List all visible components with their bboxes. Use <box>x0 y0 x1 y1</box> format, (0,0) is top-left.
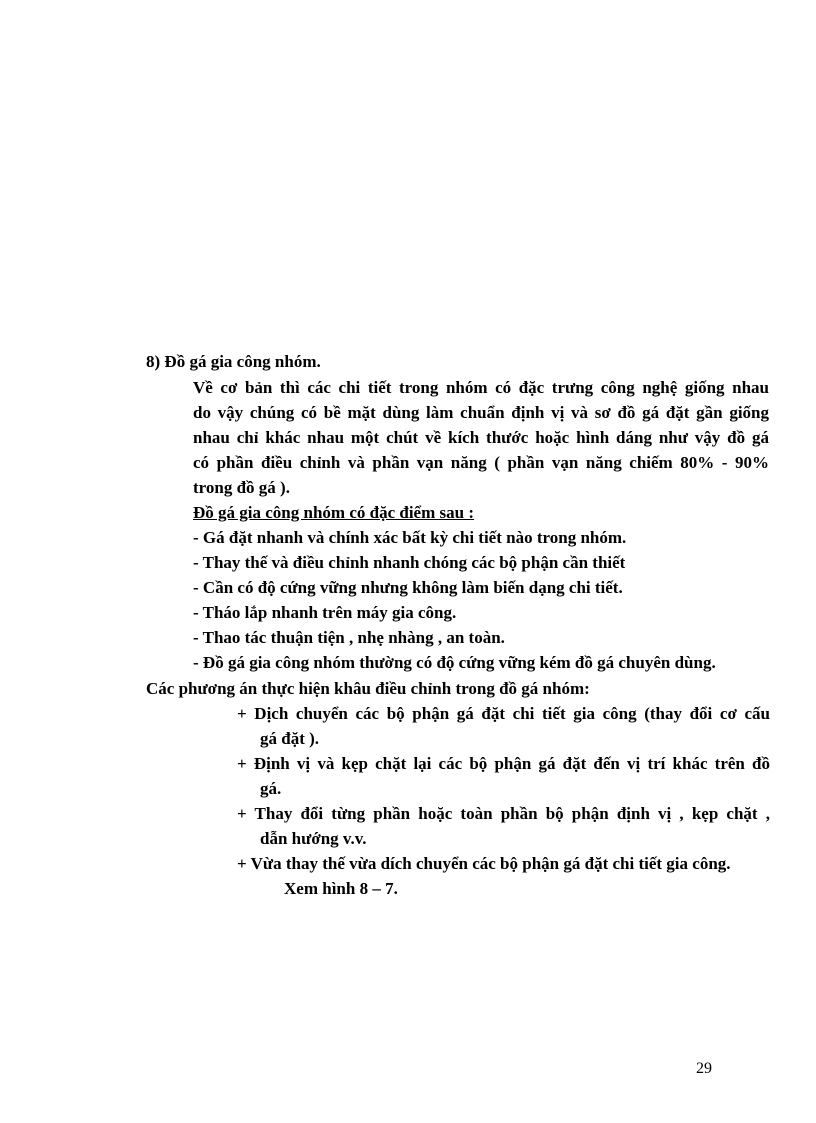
intro-line: trong đồ gá ). <box>193 478 290 497</box>
method-item: + Định vị và kẹp chặt lại các bộ phận gá đặt đến vị trí khác trên đồ <box>237 754 770 773</box>
intro-line: Về cơ bản thì các chi tiết trong nhóm có đặc trưng công nghệ giống nhau <box>193 378 769 397</box>
feature-item: - Cần có độ cứng vững nhưng không làm biến dạng chi tiết. <box>193 578 623 597</box>
intro-line: nhau chỉ khác nhau một chút về kích thước hoặc hình dáng như vậy đồ gá <box>193 428 769 447</box>
page-number: 29 <box>696 1060 712 1077</box>
methods-title: Các phương án thực hiện khâu điều chỉnh trong đồ gá nhóm: <box>146 679 590 698</box>
intro-line: do vậy chúng có bề mặt dùng làm chuẩn định vị và sơ đồ gá đặt gần giống <box>193 403 769 422</box>
method-item-continuation: gá. <box>260 779 282 798</box>
method-item: + Vừa thay thế vừa dích chuyển các bộ phận gá đặt chi tiết gia công. <box>237 854 731 873</box>
feature-item: - Gá đặt nhanh và chính xác bất kỳ chi tiết nào trong nhóm. <box>193 528 627 547</box>
method-item: + Thay đổi từng phần hoặc toàn phần bộ phận định vị , kẹp chặt , <box>237 804 770 823</box>
feature-item: - Tháo lắp nhanh trên máy gia công. <box>193 603 457 622</box>
feature-item: - Thay thế và điều chỉnh nhanh chóng các bộ phận cần thiết <box>193 553 626 572</box>
method-item: + Dịch chuyển các bộ phận gá đặt chi tiết gia công (thay đổi cơ cấu <box>237 704 770 723</box>
method-item-continuation: dẫn hướng v.v. <box>260 829 367 848</box>
features-title: Đồ gá gia công nhóm có đặc điểm sau : <box>193 503 474 522</box>
feature-item: - Đồ gá gia công nhóm thường có độ cứng vững kém đồ gá chuyên dùng. <box>193 653 716 672</box>
method-item-continuation: gá đặt ). <box>260 729 320 748</box>
section-heading: 8) Đồ gá gia công nhóm. <box>146 352 321 371</box>
figure-reference: Xem hình 8 – 7. <box>284 879 398 898</box>
intro-line: có phần điều chỉnh và phần vạn năng ( phần vạn năng chiếm 80% - 90% <box>193 453 769 472</box>
feature-item: - Thao tác thuận tiện , nhẹ nhàng , an toàn. <box>193 628 505 647</box>
